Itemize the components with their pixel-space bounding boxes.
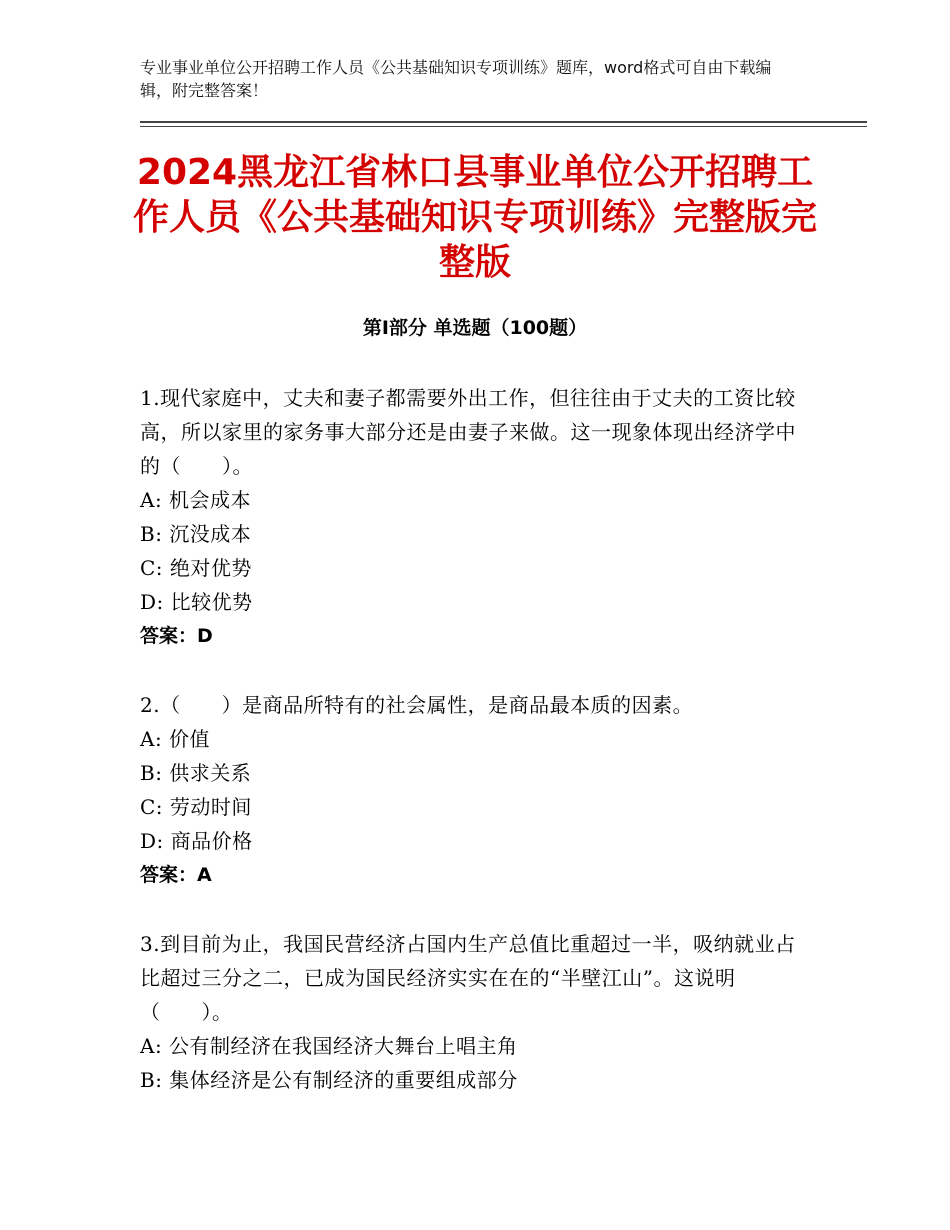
option-text: 商品价格 — [170, 829, 253, 853]
option-key: A: — [140, 488, 163, 512]
option-key: C: — [140, 556, 164, 580]
answer-line: 答案：D — [140, 625, 213, 647]
document-title: 2024黑龙江省林口县事业单位公开招聘工作人员《公共基础知识专项训练》完整版完整版 — [132, 152, 817, 283]
option-d — [140, 824, 800, 858]
option-b — [140, 1063, 800, 1097]
question-stem: 1.现代家庭中，丈夫和妻子都需要外出工作，但往往由于丈夫的工资比较高，所以家里的家务事大部分还是由妻子来做。这一现象体现出经济学中的（ ）。 — [140, 386, 796, 478]
option-key: B: — [140, 522, 163, 546]
option-c — [140, 790, 800, 824]
section-heading: 第Ⅰ部分 单选题（100题） — [362, 317, 588, 339]
option-a — [140, 483, 800, 517]
option-key: A: — [140, 727, 163, 751]
option-d — [140, 585, 800, 619]
option-a — [140, 722, 800, 756]
option-key: C: — [140, 795, 164, 819]
option-text: 机会成本 — [169, 488, 252, 512]
option-c — [140, 551, 800, 585]
option-text: 公有制经济在我国经济大舞台上唱主角 — [169, 1034, 518, 1058]
question-stem: 2.（ ）是商品所特有的社会属性，是商品最本质的因素。 — [140, 693, 694, 717]
option-key: B: — [140, 761, 163, 785]
option-text: 沉没成本 — [169, 522, 252, 546]
option-key: D: — [140, 829, 164, 853]
option-text: 供求关系 — [169, 761, 252, 785]
header-note: 专业事业单位公开招聘工作人员《公共基础知识专项训练》题库，word格式可自由下载编辑，附完整答案！ — [140, 58, 772, 100]
option-b — [140, 517, 800, 551]
header-rule-thick — [140, 121, 867, 123]
option-text: 比较优势 — [170, 590, 253, 614]
question-stem: 3.到目前为止，我国民营经济占国内生产总值比重超过一半，吸纳就业占比超过三分之二，已成为国民经济实实在在的“半壁江山”。这说明（ ）。 — [140, 932, 796, 1024]
option-text: 劳动时间 — [169, 795, 252, 819]
option-text: 集体经济是公有制经济的重要组成部分 — [169, 1068, 518, 1092]
option-text: 绝对优势 — [169, 556, 252, 580]
option-a — [140, 1029, 800, 1063]
header-rule-thin — [140, 126, 867, 127]
question-2 — [140, 688, 800, 892]
question-3 — [140, 927, 800, 1097]
option-key: A: — [140, 1034, 163, 1058]
option-text: 价值 — [169, 727, 211, 751]
question-1 — [140, 381, 800, 653]
option-key: B: — [140, 1068, 163, 1092]
answer-line: 答案：A — [140, 864, 212, 886]
option-key: D: — [140, 590, 164, 614]
option-b — [140, 756, 800, 790]
